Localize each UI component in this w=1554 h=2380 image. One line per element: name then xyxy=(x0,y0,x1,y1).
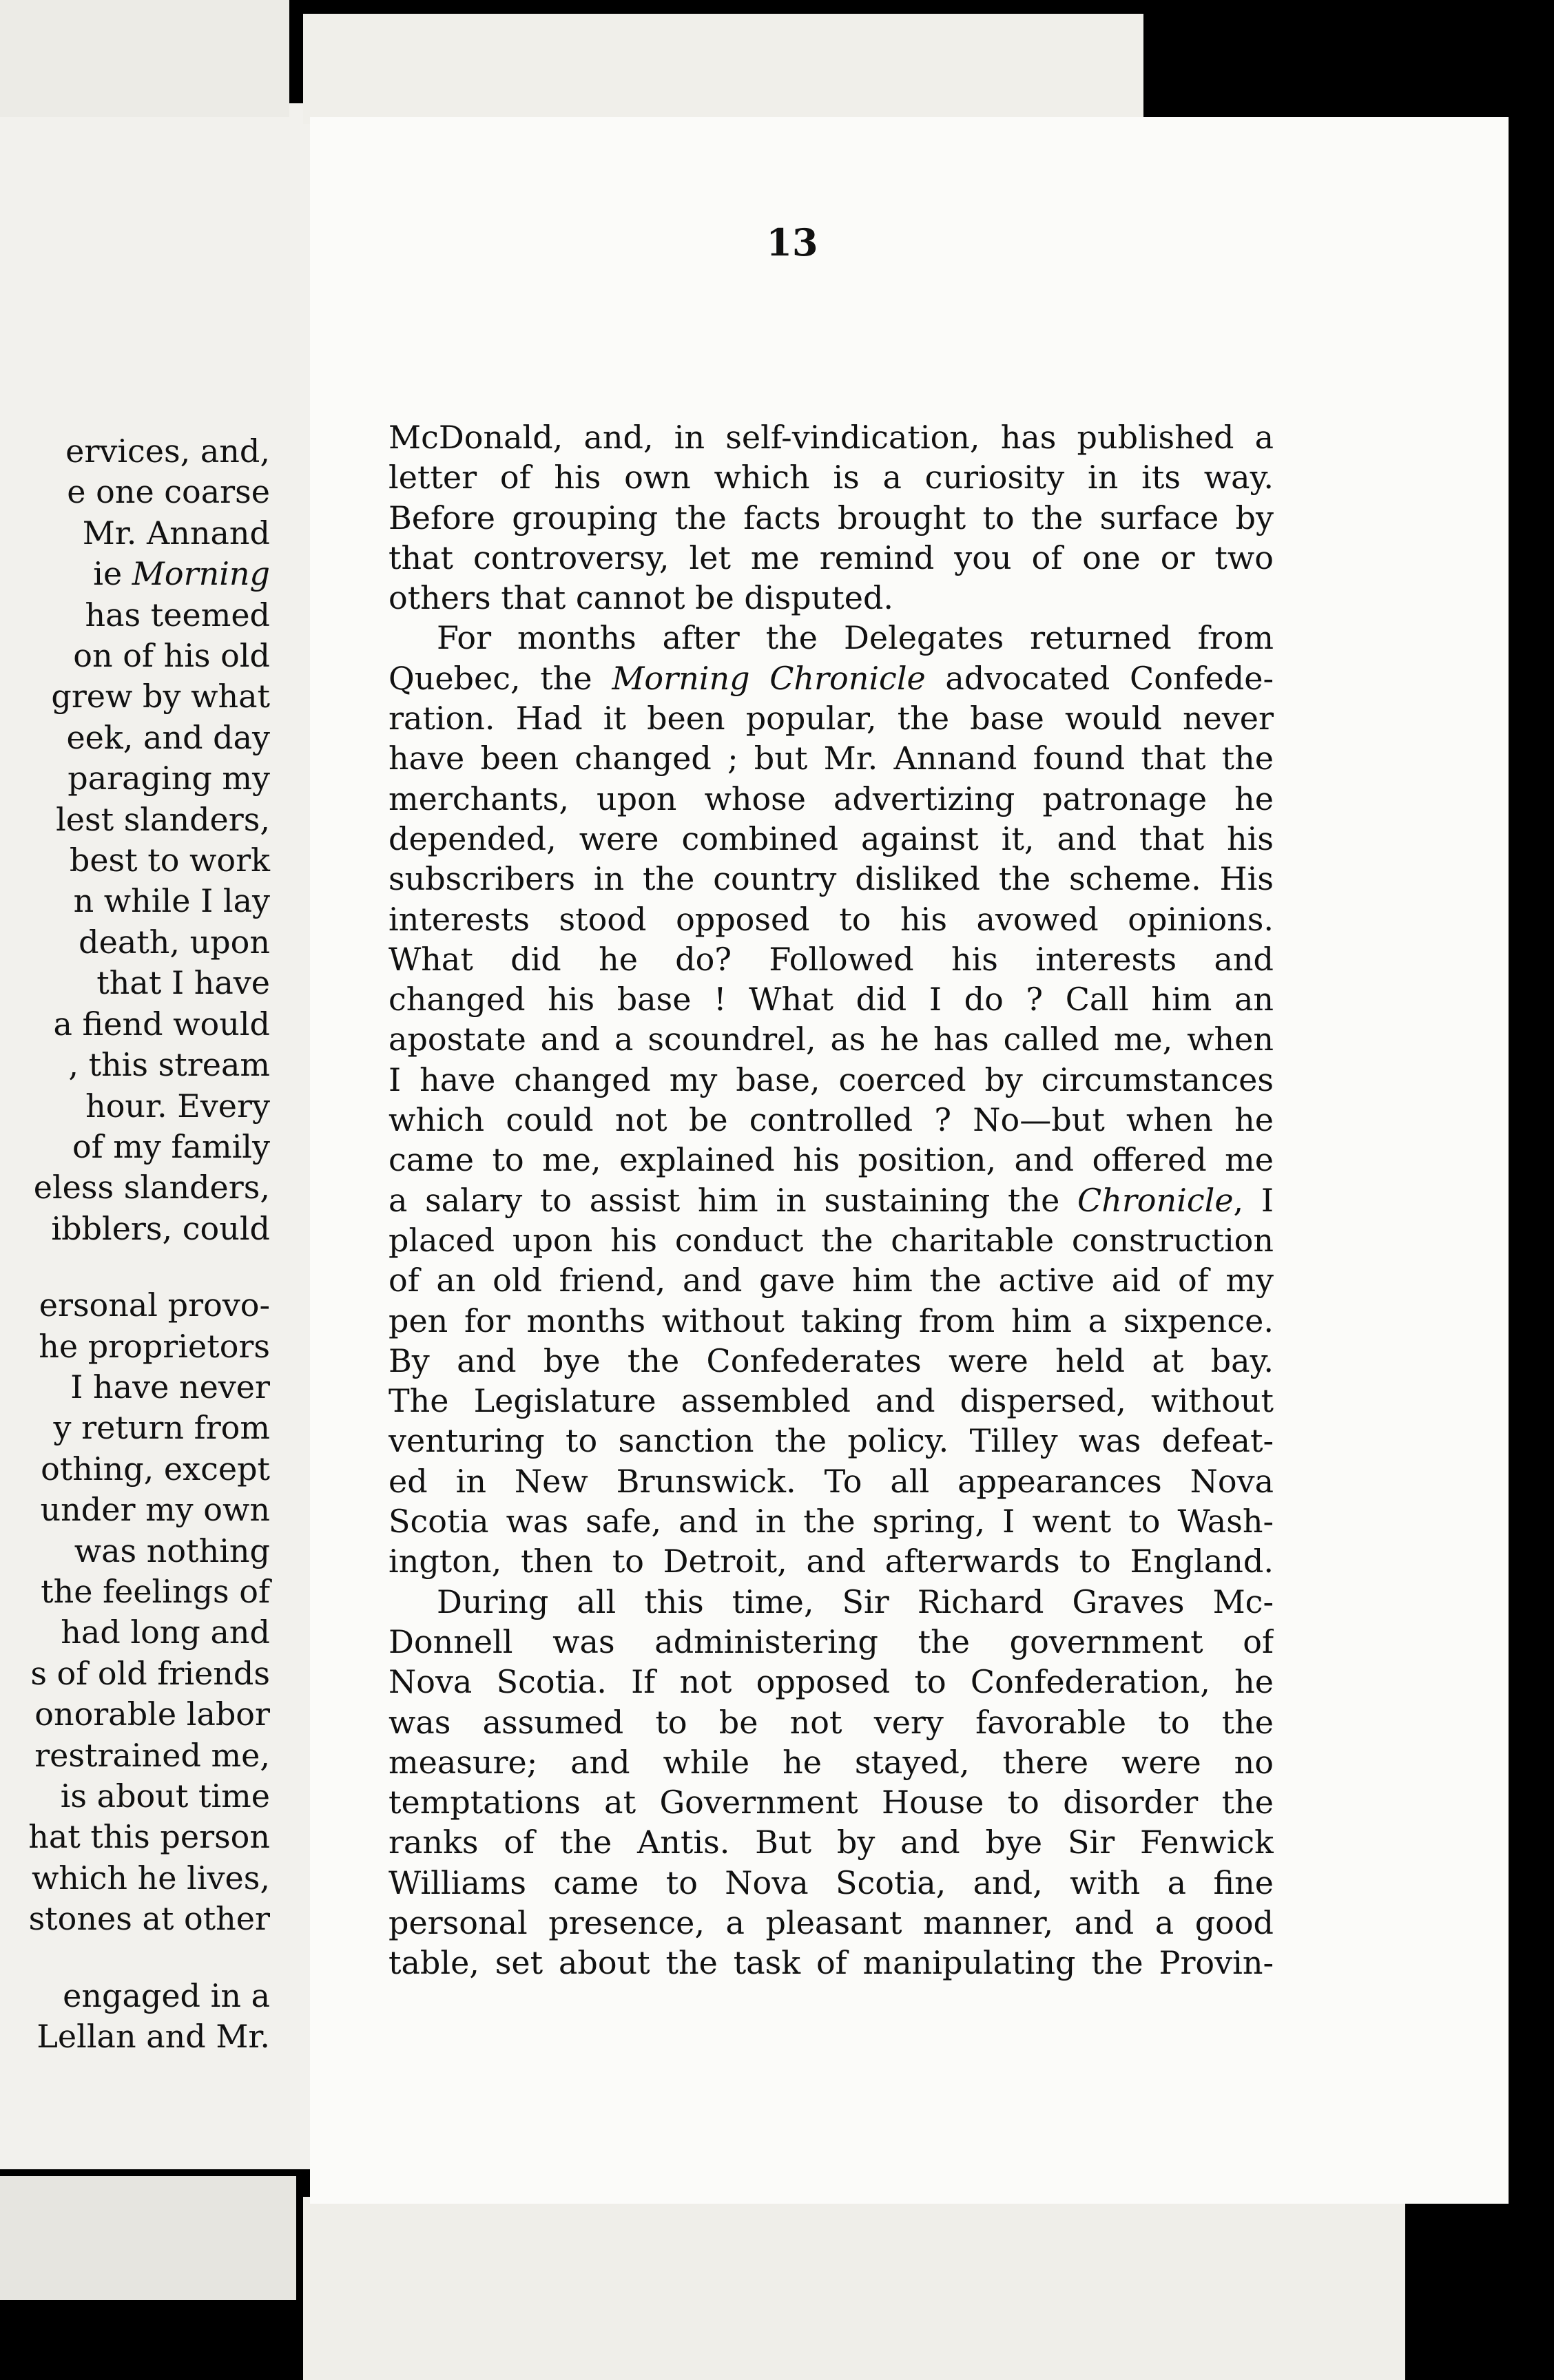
left-page-line: stones at other xyxy=(28,1900,270,1938)
left-page-line: he proprietors xyxy=(39,1327,270,1365)
page-body-text xyxy=(388,417,1274,1983)
left-page-line: under my own xyxy=(40,1491,270,1529)
left-page-line: was nothing xyxy=(74,1532,270,1569)
left-page-line: that I have xyxy=(96,964,270,1002)
left-page-line: I have never xyxy=(70,1368,270,1406)
body-line: venturing to sanction the policy. Tilley was defeat- xyxy=(388,1422,1274,1460)
left-page-line: ie Morning xyxy=(93,555,270,593)
left-page-line: ibblers, could xyxy=(51,1209,270,1247)
left-page-line: a fiend would xyxy=(53,1005,270,1043)
left-page-line: grew by what xyxy=(51,678,270,716)
right-page-edge-bottom xyxy=(303,2197,1405,2380)
body-line: McDonald, and, in self-vindication, has published a xyxy=(388,419,1274,456)
body-line: depended, were combined against it, and that his xyxy=(388,820,1274,857)
body-line: apostate and a scoundrel, as he has called me, when xyxy=(388,1021,1274,1058)
body-line: changed his base ! What did I do ? Call him an xyxy=(388,981,1274,1019)
left-page-line: on of his old xyxy=(73,637,270,675)
left-page-line: had long and xyxy=(61,1614,270,1651)
body-line: Donnell was administering the government of xyxy=(388,1622,1274,1660)
left-page-line: eless slanders, xyxy=(33,1169,270,1207)
body-line: Williams came to Nova Scotia, and, with a fine xyxy=(388,1864,1274,1901)
left-page-line: best to work xyxy=(69,842,270,879)
left-page-line: y return from xyxy=(53,1409,270,1447)
body-line: measure; and while he stayed, there were no xyxy=(388,1743,1274,1781)
left-page-line: n while I lay xyxy=(73,882,270,920)
body-line: ranks of the Antis. But by and bye Sir Fenwick xyxy=(388,1824,1274,1861)
left-page-line: engaged in a xyxy=(63,1976,270,2014)
body-line: a salary to assist him in sustaining the Chronicle, I xyxy=(388,1181,1274,1219)
left-page-line: hat this person xyxy=(28,1818,270,1856)
body-line: ed in New Brunswick. To all appearances Nova xyxy=(388,1462,1274,1500)
left-page-line: lest slanders, xyxy=(56,800,270,838)
body-line: Nova Scotia. If not opposed to Confederation, he xyxy=(388,1663,1274,1701)
left-page-line: paraging my xyxy=(68,760,270,797)
body-line: Quebec, the Morning Chronicle advocated Confede- xyxy=(388,659,1274,697)
body-line: have been changed ; but Mr. Annand found that the xyxy=(388,740,1274,777)
left-page-line: eek, and day xyxy=(66,718,270,756)
left-page-gap xyxy=(0,1940,270,1976)
body-line: pen for months without taking from him a sixpence. xyxy=(388,1302,1274,1339)
body-line: letter of his own which is a curiosity in its way. xyxy=(388,459,1274,497)
body-line: that controversy, let me remind you of one or two xyxy=(388,539,1274,576)
body-line: The Legislature assembled and dispersed, without xyxy=(388,1382,1274,1420)
left-page-line: Lellan and Mr. xyxy=(37,2018,270,2056)
left-page-edge-top xyxy=(0,0,289,117)
left-page-line: restrained me, xyxy=(34,1736,270,1774)
page-number: 13 xyxy=(766,220,818,264)
left-page-line: ersonal provo- xyxy=(39,1286,270,1324)
body-line: What did he do? Followed his interests and xyxy=(388,940,1274,978)
body-line: was assumed to be not very favorable to the xyxy=(388,1703,1274,1741)
left-page-line: Mr. Annand xyxy=(82,514,270,552)
left-page-line: e one coarse xyxy=(67,473,270,511)
body-line: merchants, upon whose advertizing patronage he xyxy=(388,780,1274,817)
right-page-edge-top xyxy=(303,14,1143,124)
left-page-text xyxy=(0,431,270,2057)
left-page-line: which he lives, xyxy=(31,1859,270,1897)
left-page-line: death, upon xyxy=(79,923,270,961)
body-line: interests stood opposed to his avowed opinions. xyxy=(388,900,1274,938)
body-line: Before grouping the facts brought to the surface by xyxy=(388,499,1274,536)
left-page-line: hour. Every xyxy=(85,1087,270,1125)
left-page-edge-bottom xyxy=(0,2176,296,2300)
left-page-line: s of old friends xyxy=(30,1654,270,1692)
body-line: personal presence, a pleasant manner, and a good xyxy=(388,1903,1274,1941)
body-line: By and bye the Confederates were held at bay. xyxy=(388,1342,1274,1379)
body-line: I have changed my base, coerced by circumstances xyxy=(388,1061,1274,1098)
body-line: Scotia was safe, and in the spring, I went to Wash- xyxy=(388,1503,1274,1541)
body-line: ration. Had it been popular, the base would never xyxy=(388,700,1274,738)
left-page-line: the feelings of xyxy=(41,1572,270,1610)
body-line: others that cannot be disputed. xyxy=(388,579,894,617)
left-page-line: onorable labor xyxy=(34,1695,270,1733)
left-page-line: othing, except xyxy=(41,1450,270,1488)
body-line: which could not be controlled ? No—but when he xyxy=(388,1101,1274,1139)
body-line: temptations at Government House to disorder the xyxy=(388,1784,1274,1821)
body-line: of an old friend, and gave him the active aid of my xyxy=(388,1262,1274,1299)
body-line: ington, then to Detroit, and afterwards to England. xyxy=(388,1543,1274,1580)
body-line: came to me, explained his position, and offered me xyxy=(388,1141,1274,1179)
left-page-gap xyxy=(0,1249,270,1285)
body-line: table, set about the task of manipulating the Provin- xyxy=(388,1944,1274,1982)
body-line: subscribers in the country disliked the scheme. His xyxy=(388,860,1274,898)
left-page-line: is about time xyxy=(60,1777,270,1815)
left-page-line: has teemed xyxy=(85,596,270,634)
body-line: For months after the Delegates returned from xyxy=(437,619,1274,657)
body-line: placed upon his conduct the charitable construction xyxy=(388,1221,1274,1259)
body-line: During all this time, Sir Richard Graves Mc- xyxy=(437,1583,1274,1620)
left-page-line: ervices, and, xyxy=(65,432,270,470)
left-page-line: of my family xyxy=(72,1127,270,1165)
left-page-line: , this stream xyxy=(68,1046,270,1084)
